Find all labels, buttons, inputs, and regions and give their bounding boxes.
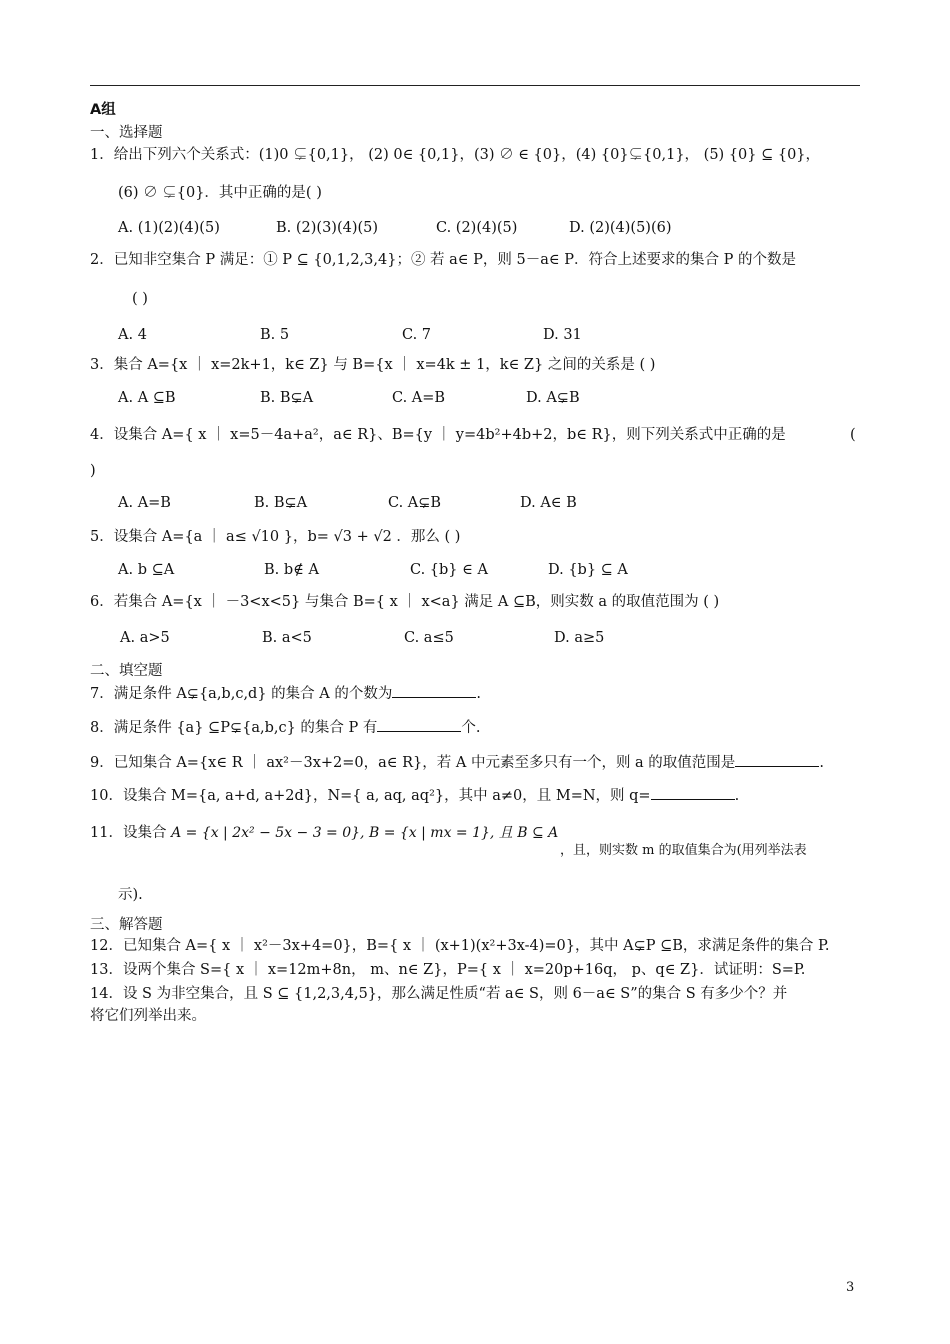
q1-line1: 1．给出下列六个关系式：(1)0 ⊊{0,1}， (2) 0∈ {0,1}，(3) ∅ ∈ {0}，(4) {0}⊊{0,1}， (5) {0} ⊆ {0}， xyxy=(90,147,821,163)
q3-line1: 3．集合 A={x ｜ x=2k+1，k∈ Z} 与 B={x ｜ x=4k ± 1，k∈ Z} 之间的关系是 ( ) xyxy=(90,357,656,373)
q5-options xyxy=(118,560,818,580)
q8-text: 8．满足条件 {a} ⊆P⊊{a,b,c} 的集合 P 有 xyxy=(90,720,378,736)
q5-option-d: D. {b} ⊆ A xyxy=(548,562,628,578)
q10-text: 10．设集合 M={a, a+d, a+2d}，N={ a, aq, aq²}，其中 a≠0，且 M=N，则 q= xyxy=(90,788,651,804)
q4-paren-open: ( xyxy=(850,427,856,443)
q2-option-b: B. 5 xyxy=(260,327,290,343)
q2-line2: ( ) xyxy=(132,291,148,307)
q4-line1: 4．设集合 A={ x ｜ x=5－4a+a²，a∈ R}、B={y ｜ y=4b²+4b+2，b∈ R}，则下列关系式中正确的是 xyxy=(90,427,786,443)
q2-option-c: C. 7 xyxy=(402,327,432,343)
q11-line2: 示). xyxy=(118,887,143,903)
q11-line1 xyxy=(90,823,558,843)
header-rule xyxy=(90,85,860,86)
q2-option-d: D. 31 xyxy=(543,327,582,343)
q4-option-c: C. A⊊B xyxy=(388,495,442,511)
q6-line1: 6．若集合 A={x ｜ －3<x<5} 与集合 B={ x ｜ x<a} 满足 A ⊆B，则实数 a 的取值范围为 ( ) xyxy=(90,594,720,610)
q6-option-d: D. a≥5 xyxy=(554,630,605,646)
q4-option-b: B. B⊊A xyxy=(254,495,308,511)
q3-option-d: D. A⊊B xyxy=(526,390,580,406)
q9-answer-blank[interactable] xyxy=(735,752,819,767)
q5-option-c: C. {b} ∈ A xyxy=(410,562,488,578)
q7-text: 7．满足条件 A⊊{a,b,c,d} 的集合 A 的个数为 xyxy=(90,686,393,702)
q9-text: 9．已知集合 A={x∈ R ｜ ax²－3x+2=0，a∈ R}，若 A 中元素至多只有一个，则 a 的取值范围是 xyxy=(90,755,736,771)
q3-options xyxy=(118,388,818,408)
q1-option-d: D. (2)(4)(5)(6) xyxy=(569,220,672,236)
q3-option-a: A. A ⊆B xyxy=(118,390,176,406)
q1-option-c: C. (2)(4)(5) xyxy=(436,220,518,236)
q7 xyxy=(90,683,481,704)
q3-option-c: C. A=B xyxy=(392,390,446,406)
section-answer: 三、解答题 xyxy=(90,917,163,933)
q10 xyxy=(90,785,739,806)
q10-post: . xyxy=(734,788,740,804)
q4-line2: ) xyxy=(90,463,96,479)
q13: 13．设两个集合 S={ x ｜ x=12m+8n， m、n∈ Z}，P={ x ｜ x=20p+16q， p、q∈ Z}．试证明：S=P. xyxy=(90,962,806,978)
q12: 12．已知集合 A={ x ｜ x²－3x+4=0}，B={ x ｜ (x+1)(x²+3x-4)=0}，其中 A⊊P ⊆B，求满足条件的集合 P. xyxy=(90,938,830,954)
section-fill: 二、填空题 xyxy=(90,663,163,679)
q9 xyxy=(90,752,824,773)
q9-post: . xyxy=(819,755,824,771)
q6-options xyxy=(120,628,820,648)
q5-option-a: A. b ⊆A xyxy=(118,562,175,578)
q7-answer-blank[interactable] xyxy=(392,683,476,698)
q1-options xyxy=(118,218,818,238)
q1-option-a: A. (1)(2)(4)(5) xyxy=(118,220,220,236)
q14-line1: 14．设 S 为非空集合，且 S ⊆ {1,2,3,4,5}，那么满足性质“若 a∈ S，则 6－a∈ S”的集合 S 有多少个？并 xyxy=(90,986,788,1002)
q11-text: 11．设集合 xyxy=(90,825,167,841)
q11-formula: A = {x | 2x² − 5x − 3 = 0}, B = {x | mx = 1}, 且 B ⊆ A xyxy=(171,825,559,841)
group-title: A组 xyxy=(90,102,116,118)
q1-option-b: B. (2)(3)(4)(5) xyxy=(276,220,379,236)
q4-option-d: D. A∈ B xyxy=(520,495,577,511)
q2-line1: 2．已知非空集合 P 满足：① P ⊆ {0,1,2,3,4}；② 若 a∈ P，则 5－a∈ P．符合上述要求的集合 P 的个数是 xyxy=(90,252,796,268)
q4-options xyxy=(118,493,818,513)
q14-line2: 将它们列举出来。 xyxy=(90,1008,206,1024)
q5-option-b: B. b∉ A xyxy=(264,562,319,578)
q2-options xyxy=(118,325,818,345)
section-choice: 一、选择题 xyxy=(90,125,163,141)
q6-option-b: B. a<5 xyxy=(262,630,312,646)
q4-option-a: A. A=B xyxy=(118,495,171,511)
page-number: 3 xyxy=(846,1280,855,1295)
q11-line1-post: ，且，则实数 m 的取值集合为(用列举法表 xyxy=(560,843,807,858)
q8 xyxy=(90,717,481,738)
q8-post: 个. xyxy=(461,720,481,736)
q5-line1: 5．设集合 A={a ｜ a≤ √10 }，b= √3 + √2 ．那么 ( ) xyxy=(90,529,461,545)
q3-option-b: B. B⊊A xyxy=(260,390,314,406)
q7-post: . xyxy=(476,686,481,702)
q2-option-a: A. 4 xyxy=(118,327,147,343)
q6-option-a: A. a>5 xyxy=(120,630,170,646)
q8-answer-blank[interactable] xyxy=(377,717,461,732)
q1-line2: (6) ∅ ⊊{0}．其中正确的是( ) xyxy=(118,185,322,201)
q10-answer-blank[interactable] xyxy=(651,785,735,800)
q6-option-c: C. a≤5 xyxy=(404,630,454,646)
